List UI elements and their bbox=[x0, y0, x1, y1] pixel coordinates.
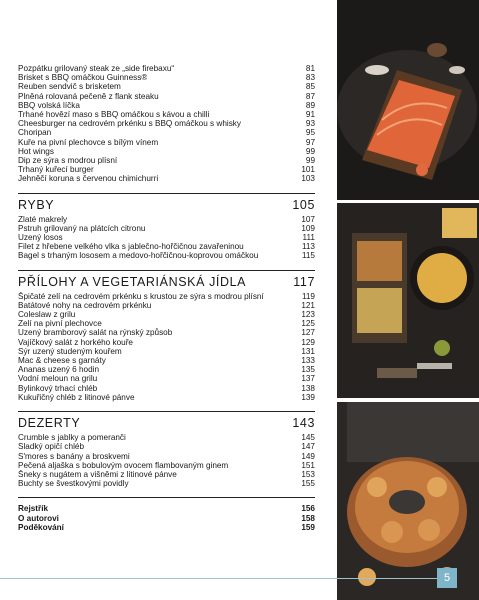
entry-page: 95 bbox=[305, 128, 315, 138]
entry-page: 158 bbox=[301, 513, 315, 523]
toc-section bbox=[18, 270, 315, 402]
entry-page: 123 bbox=[301, 310, 315, 320]
entry-page: 111 bbox=[302, 233, 315, 243]
entry-title: Pečená aljaška s bobulovým ovocem flambovaným ginem bbox=[18, 460, 229, 470]
photo-column bbox=[337, 0, 479, 600]
entry-title: Pozpátku grilovaný steak ze „side firebaxu“ bbox=[18, 64, 175, 73]
section-heading bbox=[18, 193, 315, 212]
toc-entry bbox=[18, 82, 315, 91]
entry-page: 131 bbox=[301, 346, 315, 356]
toc-entry bbox=[18, 242, 315, 251]
entry-title: O autorovi bbox=[18, 513, 59, 523]
entry-page: 115 bbox=[301, 251, 315, 261]
entry-title: Jehněčí koruna s červenou chimichurri bbox=[18, 174, 159, 184]
toc-entry bbox=[18, 233, 315, 242]
toc-entry bbox=[18, 147, 315, 156]
entry-title: Mac & cheese s garnáty bbox=[18, 356, 106, 366]
entry-title: Špičaté zelí na cedrovém prkénku s krustou ze sýra s modrou plísní bbox=[18, 291, 264, 301]
toc-entry bbox=[18, 215, 315, 224]
toc-entry bbox=[18, 433, 315, 442]
toc-entry bbox=[18, 292, 315, 301]
entry-title: Ananas uzený 6 hodin bbox=[18, 365, 100, 375]
toc-entry bbox=[18, 64, 315, 73]
toc-entry bbox=[18, 338, 315, 347]
entry-title: Choripan bbox=[18, 128, 52, 138]
entry-title: Vodní meloun na grilu bbox=[18, 374, 98, 384]
page-number: 5 bbox=[437, 568, 457, 588]
entry-page: 85 bbox=[305, 82, 315, 92]
section-page: 143 bbox=[292, 416, 315, 431]
toc-entry bbox=[18, 319, 315, 328]
entry-page: 127 bbox=[301, 328, 315, 338]
entry-page: 99 bbox=[305, 156, 315, 166]
toc-entry bbox=[18, 523, 315, 532]
toc-entry bbox=[18, 356, 315, 365]
entry-title: BBQ volská líčka bbox=[18, 100, 80, 110]
entry-page: 156 bbox=[301, 504, 315, 514]
entry-page: 101 bbox=[301, 165, 315, 175]
entry-title: Kuře na pivní plechovce s bílým vínem bbox=[18, 137, 159, 147]
toc-entry bbox=[18, 514, 315, 523]
entry-title: Vajíčkový salát z horkého kouře bbox=[18, 337, 133, 347]
toc-entry bbox=[18, 310, 315, 319]
toc-entry bbox=[18, 442, 315, 451]
section-heading bbox=[18, 270, 315, 289]
entry-title: Zlaté makrely bbox=[18, 214, 68, 224]
toc-entry bbox=[18, 119, 315, 128]
toc-entry bbox=[18, 384, 315, 393]
toc-section bbox=[18, 411, 315, 488]
entry-title: Plněná rolovaná pečeně z flank steaku bbox=[18, 91, 159, 101]
section-page: 117 bbox=[293, 274, 315, 289]
entry-title: Crumble s jablky a pomeranči bbox=[18, 433, 126, 443]
entry-page: 139 bbox=[301, 392, 315, 402]
smoked-salmon-photo bbox=[337, 0, 479, 200]
entry-page: 83 bbox=[305, 73, 315, 83]
entry-page: 145 bbox=[301, 433, 315, 443]
footer-rule bbox=[0, 578, 437, 579]
toc-entry bbox=[18, 174, 315, 183]
entry-title: Pstruh grilovaný na plátcích citronu bbox=[18, 223, 146, 233]
toc-entry bbox=[18, 138, 315, 147]
entry-title: Brisket s BBQ omáčkou Guinness® bbox=[18, 73, 148, 83]
entry-page: 113 bbox=[301, 242, 315, 252]
entry-title: Trhané hovězí maso s BBQ omáčkou s kávou a chilli bbox=[18, 110, 210, 120]
back-matter bbox=[18, 497, 315, 532]
entry-page: 137 bbox=[301, 374, 315, 384]
toc-entry bbox=[18, 393, 315, 402]
entry-page: 159 bbox=[301, 522, 315, 532]
entry-title: Batátové nohy na cedrovém prkénku bbox=[18, 300, 152, 310]
toc-entry bbox=[18, 110, 315, 119]
entry-page: 91 bbox=[305, 110, 315, 120]
toc-entry bbox=[18, 251, 315, 260]
entry-title: Trhaný kuřecí burger bbox=[18, 165, 94, 175]
toc-entry bbox=[18, 479, 315, 488]
entry-title: Buchty se švestkovými povidly bbox=[18, 479, 129, 489]
entry-title: Kukuřičný chléb z litinové pánve bbox=[18, 392, 135, 402]
entry-page: 149 bbox=[301, 451, 315, 461]
monkey-bread-photo bbox=[337, 402, 479, 600]
entry-title: Cheesburger na cedrovém prkénku s BBQ omáčkou s whisky bbox=[18, 119, 241, 129]
toc-entry bbox=[18, 92, 315, 101]
entry-title: Sýr uzený studeným kouřem bbox=[18, 346, 122, 356]
section-title: RYBY bbox=[18, 197, 55, 212]
entry-page: 87 bbox=[305, 91, 315, 101]
entry-title: Hot wings bbox=[18, 146, 54, 156]
entry-title: S'mores s banány a broskvemi bbox=[18, 451, 130, 461]
entry-page: 125 bbox=[301, 319, 315, 329]
entry-title: Uzený losos bbox=[18, 233, 63, 243]
entry-title: Bylinkový trhací chléb bbox=[18, 383, 98, 393]
section-title: DEZERTY bbox=[18, 416, 81, 431]
entry-title: Coleslaw z grilu bbox=[18, 310, 76, 320]
toc-entry bbox=[18, 452, 315, 461]
entry-page: 151 bbox=[301, 460, 315, 470]
toc-entry bbox=[18, 504, 315, 513]
toc-entry bbox=[18, 128, 315, 137]
entry-page: 93 bbox=[305, 119, 315, 129]
entry-page: 107 bbox=[301, 214, 315, 224]
entry-page: 147 bbox=[301, 442, 315, 452]
entry-page: 99 bbox=[305, 146, 315, 156]
toc-entry bbox=[18, 328, 315, 337]
entry-page: 89 bbox=[305, 100, 315, 110]
entry-title: Dip ze sýra s modrou plísní bbox=[18, 156, 118, 166]
toc-entry bbox=[18, 470, 315, 479]
toc-section bbox=[18, 193, 315, 261]
entry-title: Sladký opičí chléb bbox=[18, 442, 84, 452]
toc-entry bbox=[18, 224, 315, 233]
entry-title: Šneky s nugátem a višněmi z litinové pánve bbox=[18, 469, 177, 479]
entry-title: Poděkování bbox=[18, 522, 64, 532]
entry-title: Bagel s trhaným lososem a medovo-hořčičnou-koprovou omáčkou bbox=[18, 251, 259, 261]
toc-entry bbox=[18, 156, 315, 165]
toc-entry bbox=[18, 374, 315, 383]
entry-title: Filet z hřebene velkého vlka s jablečno-hořčičnou zavařeninou bbox=[18, 242, 244, 252]
toc-entry bbox=[18, 347, 315, 356]
entry-title: Zelí na pivní plechovce bbox=[18, 319, 102, 329]
section-title: PŘÍLOHY A VEGETARIÁNSKÁ JÍDLA bbox=[18, 274, 247, 289]
toc-section bbox=[18, 64, 315, 184]
entry-page: 155 bbox=[301, 479, 315, 489]
entry-page: 138 bbox=[301, 383, 315, 393]
table-of-contents bbox=[18, 64, 315, 532]
section-heading bbox=[18, 411, 315, 430]
entry-page: 133 bbox=[301, 356, 315, 366]
entry-page: 135 bbox=[301, 365, 315, 375]
entry-page: 109 bbox=[301, 223, 315, 233]
toc-entry bbox=[18, 101, 315, 110]
entry-title: Reuben sendvič s brisketem bbox=[18, 82, 121, 92]
toc-entry bbox=[18, 73, 315, 82]
cornbread-photo bbox=[337, 203, 479, 398]
entry-page: 121 bbox=[301, 300, 315, 310]
entry-page: 97 bbox=[305, 137, 315, 147]
toc-entry bbox=[18, 365, 315, 374]
entry-page: 153 bbox=[301, 469, 315, 479]
toc-entry bbox=[18, 165, 315, 174]
entry-title: Uzený bramborový salát na rýnský způsob bbox=[18, 328, 173, 338]
section-page: 105 bbox=[292, 197, 315, 212]
entry-title: Rejstřík bbox=[18, 504, 49, 514]
entry-page: 119 bbox=[301, 291, 315, 301]
entry-page: 129 bbox=[301, 337, 315, 347]
toc-entry bbox=[18, 461, 315, 470]
entry-page: 103 bbox=[301, 174, 315, 184]
toc-entry bbox=[18, 301, 315, 310]
entry-page: 81 bbox=[305, 64, 315, 73]
